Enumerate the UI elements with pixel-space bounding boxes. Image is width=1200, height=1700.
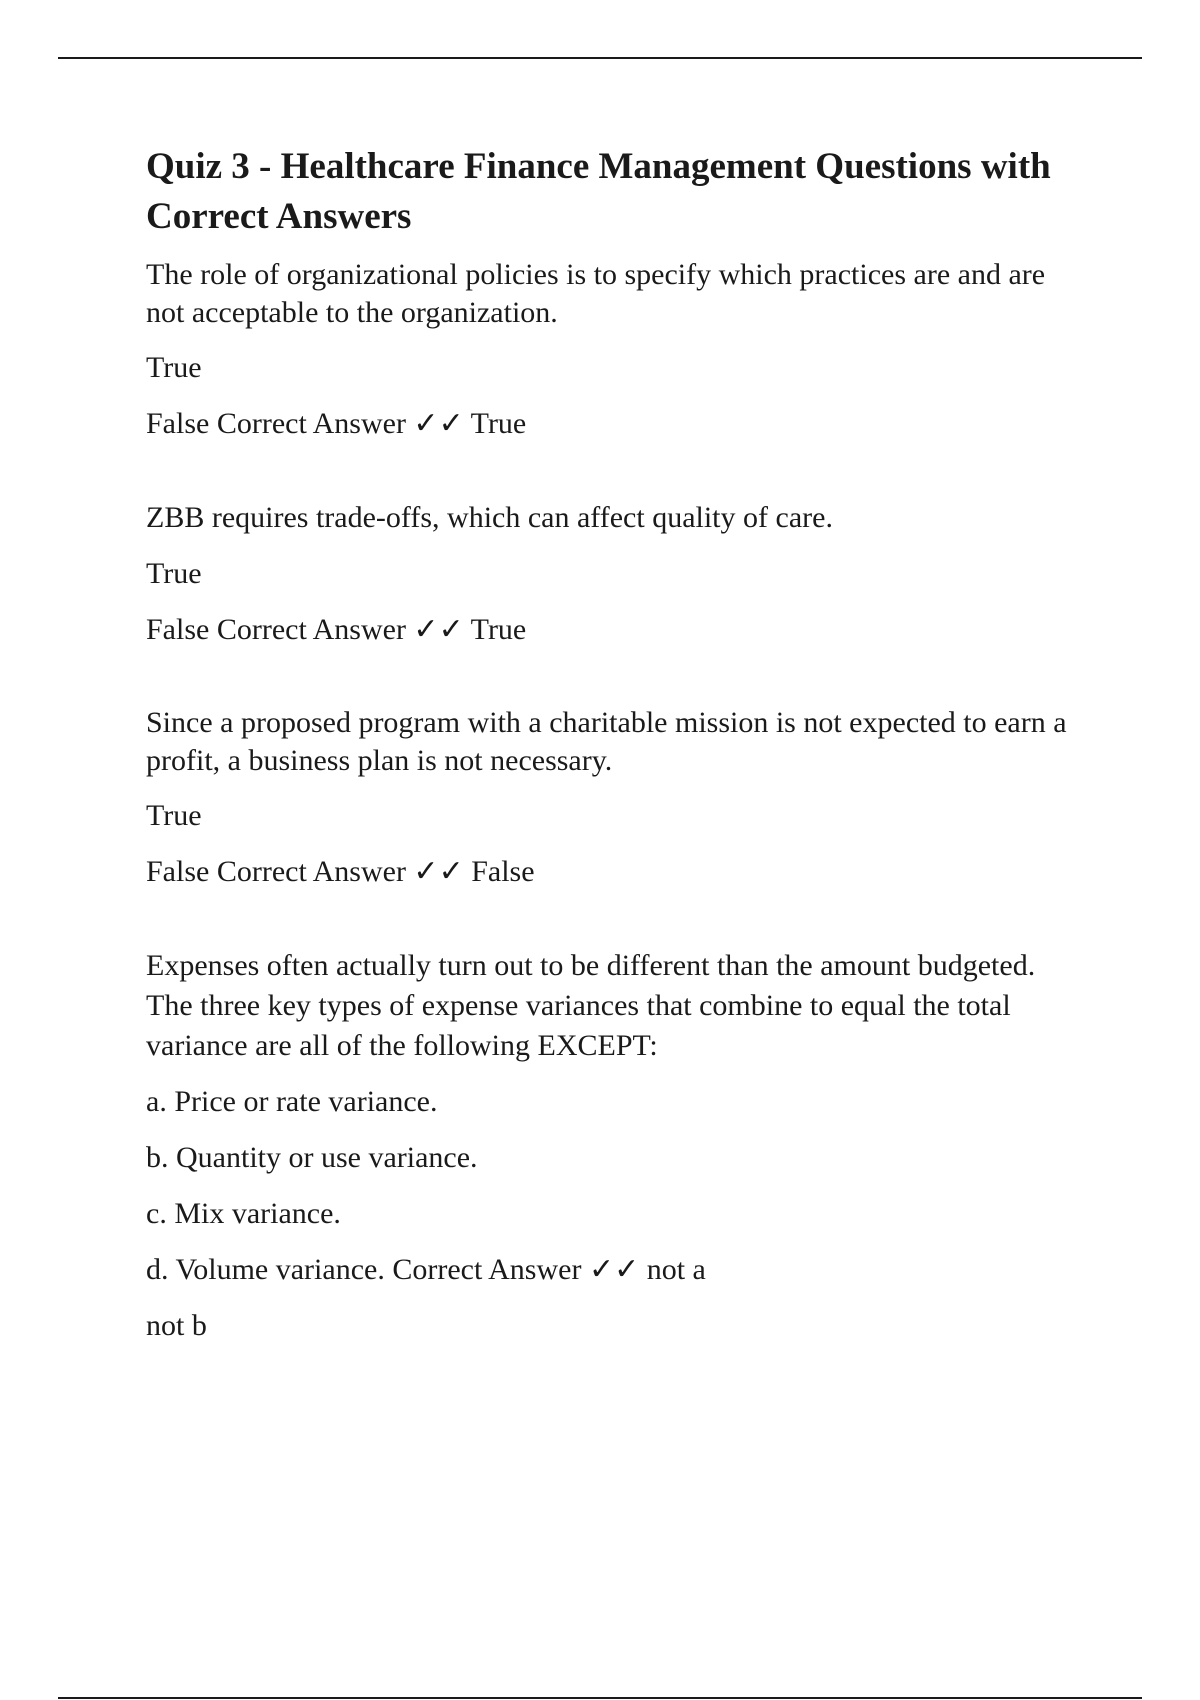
question-block-2 [146, 498, 1086, 650]
bottom-rule [58, 1697, 1142, 1699]
question-block-1 [146, 256, 1086, 444]
document-title: Quiz 3 - Healthcare Finance Management Questions with Correct Answers [146, 146, 1051, 237]
answer-option-c: c. Mix variance. [146, 1197, 341, 1230]
question-text: ZBB requires trade-offs, which can affect quality of care. [146, 501, 833, 534]
question-block-3 [146, 704, 1086, 892]
answer-option: True [146, 351, 202, 384]
answer-option-correct: False Correct Answer ✓✓ True [146, 407, 527, 440]
question-text: Since a proposed program with a charitable mission is not expected to earn a profit, a business plan is not necessary. [146, 706, 1067, 777]
answer-option: True [146, 557, 202, 590]
question-block-4 [146, 946, 1086, 1346]
answer-option-b: b. Quantity or use variance. [146, 1141, 478, 1174]
document-body [146, 142, 1086, 1362]
answer-option-a: a. Price or rate variance. [146, 1085, 438, 1118]
answer-option: True [146, 799, 202, 832]
answer-option-correct: False Correct Answer ✓✓ False [146, 855, 535, 888]
question-text: The role of organizational policies is to specify which practices are and are not acceptable to the organization. [146, 258, 1046, 329]
answer-option-d-correct: d. Volume variance. Correct Answer ✓✓ not a [146, 1253, 706, 1286]
question-text: Expenses often actually turn out to be different than the amount budgeted. The three key types of expense variances that combine to equal the total variance are all of the following EXCEPT: [146, 949, 1036, 1062]
top-rule [58, 57, 1142, 59]
answer-option-correct: False Correct Answer ✓✓ True [146, 613, 527, 646]
answer-continuation: not b [146, 1309, 207, 1342]
